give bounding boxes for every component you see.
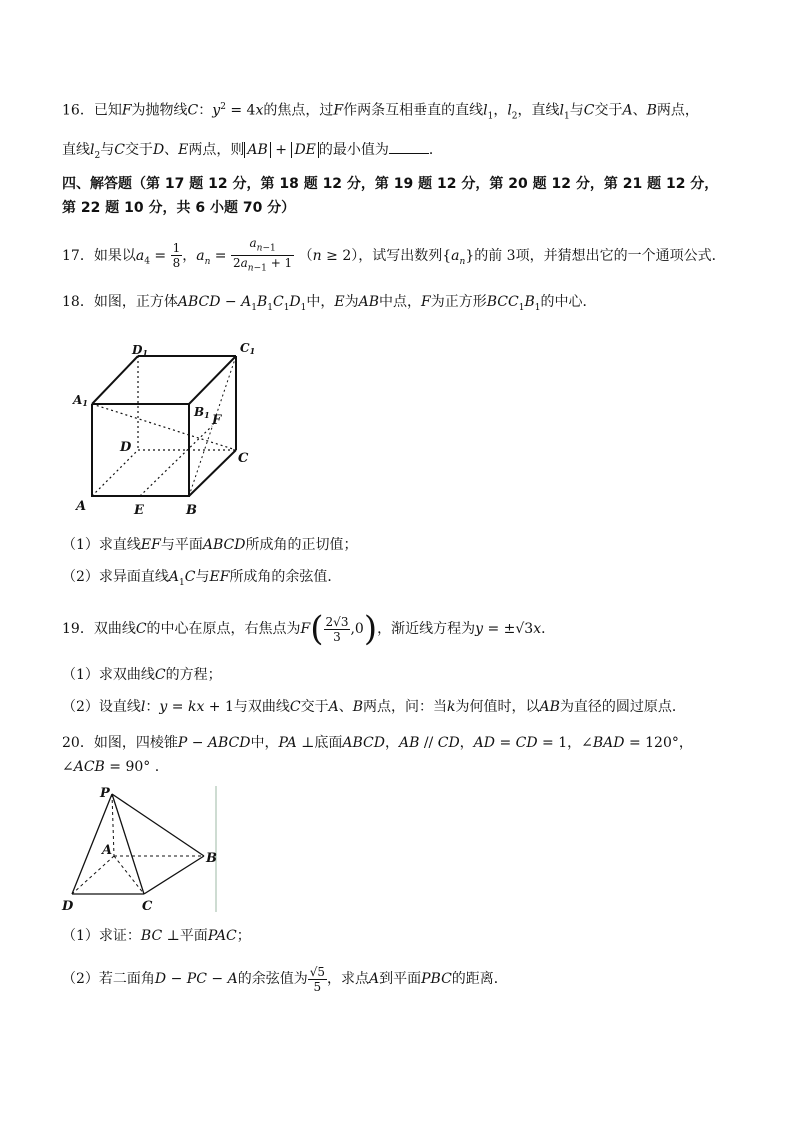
q19-part1: （1）求双曲线C的方程； [62, 667, 222, 683]
label-c: C [142, 899, 153, 914]
q20-stem-line2: ∠ACB = 90° . [62, 759, 160, 775]
q16-line2: 直线$l_2$与C交于D、E两点，则 AB + DE 的最小值为 ． [62, 142, 443, 161]
edge-pb [112, 794, 204, 856]
label-b: B [206, 851, 217, 866]
q18-stem: 18．如图，正方体ABCD − $A_1B_1C_1D_1$中，E为AB中点，F为正方形$BCC_1B_1$的中心． [62, 294, 597, 313]
edge-ac [114, 856, 144, 894]
label-b1: B1 [194, 405, 210, 420]
label-f: F [212, 413, 222, 428]
q18-part1: （1）求直线EF与平面ABCD所成角的正切值； [62, 537, 358, 553]
label-p: P [100, 786, 110, 801]
pyramid-figure [58, 784, 228, 916]
section-header-line1: 四、解答题（第 17 题 12 分，第 18 题 12 分，第 19 题 12 分，第 20 题 12 分，第 21 题 12 分， [62, 176, 719, 192]
q19-part2: （2）设直线l：y = kx + 1与双曲线C交于A、B两点，问：当k为何值时，以AB为直径的圆过原点． [62, 699, 686, 715]
cube-figure [70, 338, 260, 523]
label-d: D [62, 899, 74, 914]
q19-stem: 19．双曲线C的中心在原点，右焦点为F( $\frac{2√3}{3}$ ,0)，渐近线方程为y = ±√3x． [62, 609, 556, 649]
cube-edge-a1d1 [92, 356, 138, 404]
edge-pc [112, 794, 144, 894]
edge-pa [112, 794, 114, 856]
q20-part1: （1）求证：BC ⊥平面PAC； [62, 928, 251, 944]
label-b: B [186, 503, 197, 518]
label-d: D [120, 440, 132, 455]
cube-edge-bc [189, 450, 236, 496]
label-a1: A1 [73, 393, 88, 408]
label-e: E [134, 503, 144, 518]
cube-edge-b1c1 [189, 356, 236, 404]
q16-line1: 16．已知F为抛物线C：$y^2 = 4x$的焦点，过F作两条互相垂直的直线$l_1$，$l_2$，直线$l_1$与C交于A、B两点， [62, 102, 699, 122]
cube-hidden-ad [92, 450, 138, 496]
edge-cb [144, 856, 204, 894]
answer-blank[interactable] [389, 141, 429, 154]
q20-part2: （2）若二面角D − PC − A的余弦值为 $\frac{√5}{5}$ ，求点A到平面PBC的距离． [62, 964, 508, 994]
label-d1: D1 [132, 343, 148, 358]
cube-hidden-ef [140, 426, 212, 496]
q18-part2: （2）求异面直线$A_1C$与EF所成角的余弦值． [62, 569, 342, 588]
label-c: C [238, 451, 249, 466]
label-a: A [102, 843, 113, 858]
edge-ad [72, 856, 114, 894]
section-header-line2: 第 22 题 10 分，共 6 小题 70 分） [62, 200, 296, 216]
label-a: A [76, 499, 87, 514]
q17: 17．如果以$a_4$ = $\frac{1}{8}$ ，$a_n$ = $\frac{a_{n-1}}{2a_{n-1} + 1}$ （n ≥ 2），试写出数列$\{a_n\}$的前 3项，并猜想出它的一个通项公式． [62, 236, 726, 274]
label-c1: C1 [240, 341, 256, 356]
q20-stem-line1: 20．如图，四棱锥P − ABCD中，PA ⊥底面ABCD，AB // CD，AD = CD = 1，∠BAD = 120°， [62, 735, 693, 751]
